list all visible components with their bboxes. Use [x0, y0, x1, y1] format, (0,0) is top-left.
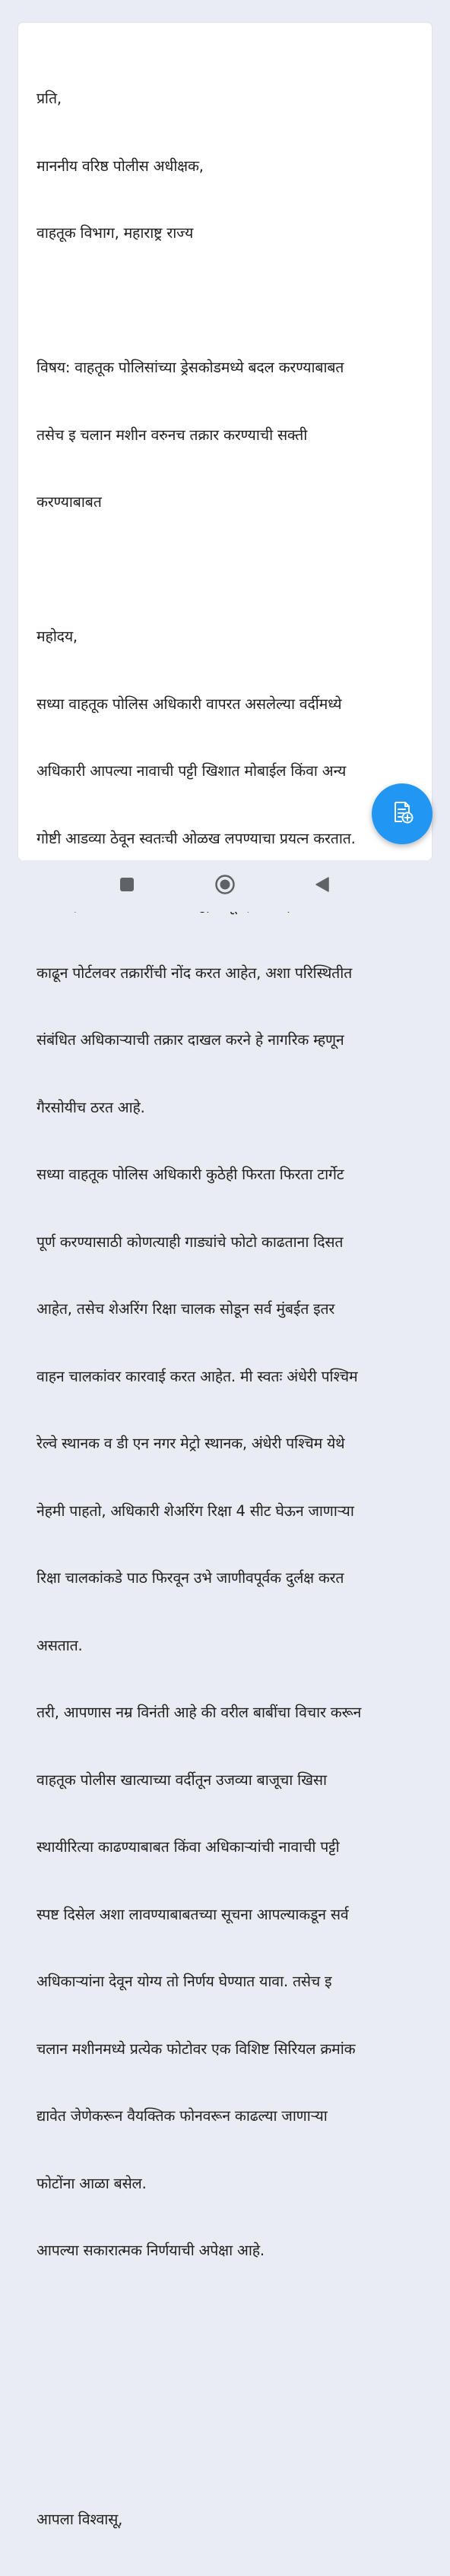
- letter-line: स्पष्ट दिसेल अशा लावण्याबाबतच्या सूचना आपल्याकडून सर्व: [36, 1905, 349, 1923]
- letter-line: वाहतूक पोलीस खात्याच्या वर्दीतून उजव्या बाजूचा खिसा: [36, 1771, 327, 1789]
- home-button[interactable]: [213, 874, 237, 898]
- letter-text[interactable]: [36, 43, 424, 2576]
- letter-line: आहेत, तसेच शेअरिंग रिक्षा चालक सोडून सर्व मुंबईत इतर: [36, 1300, 335, 1318]
- letter-line: स्थायीरित्या काढण्याबाबत किंवा अधिकाऱ्यांची नावाची पट्टी: [36, 1838, 340, 1856]
- letter-line: करण्याबाबत: [36, 493, 102, 511]
- letter-line: प्रति,: [36, 90, 62, 107]
- document-card: [18, 23, 432, 2528]
- letter-line: असतात.: [36, 1636, 83, 1654]
- letter-line: वाहन चालकांवर कारवाई करत आहेत. मी स्वतः अंधेरी पश्चिम: [36, 1367, 358, 1385]
- letter-line: सध्या वाहतूक पोलिस अधिकारी कुठेही फिरता फिरता टार्गेट: [36, 1166, 344, 1183]
- letter-line: [36, 2374, 424, 2397]
- letter-line: विषय: वाहतूक पोलिसांच्या ड्रेसकोडमध्ये बदल करण्याबाबत: [36, 359, 344, 376]
- system-navigation-bar: [0, 860, 450, 912]
- letter-line: [36, 2307, 424, 2330]
- letter-line: फोटोंना आळा बसेल.: [36, 2174, 147, 2192]
- letter-line: रिक्षा चालकांकडे पाठ फिरवून उभे जाणीवपूर्वक दुर्लक्ष करत: [36, 1569, 344, 1587]
- letter-line: तसेच इ चलान मशीन वरुनच तक्रार करण्याची सक्ती: [36, 426, 308, 444]
- letter-line: माननीय वरिष्ठ पोलीस अधीक्षक,: [36, 157, 204, 175]
- letter-line: पूर्ण करण्यासाठी कोणत्याही गाड्यांचे फोटो काढताना दिसत: [36, 1233, 344, 1251]
- circle-home-icon: [214, 874, 236, 898]
- letter-line: [36, 290, 424, 312]
- letter-line: गोष्टी आडव्या ठेवून स्वतःची ओळख लपण्याचा प्रयत्न करतात.: [36, 829, 356, 847]
- letter-line: नेहमी पाहतो, अधिकारी शेअरिंग रिक्षा 4 सीट घेऊन जाणाऱ्या: [36, 1502, 354, 1520]
- letter-line: वाहतूक विभाग, महाराष्ट्र राज्य: [36, 224, 194, 242]
- letter-line: आपला विश्वासू,: [36, 2511, 123, 2528]
- letter-line: [36, 2442, 424, 2464]
- document-add-icon: [389, 799, 415, 828]
- triangle-back-icon: [314, 876, 331, 896]
- letter-line: आपल्या सकारात्मक निर्णयाची अपेक्षा आहे.: [36, 2242, 265, 2259]
- letter-line: [36, 559, 424, 581]
- back-button[interactable]: [310, 874, 334, 898]
- letter-line: तरी, आपणास नम्र विनंती आहे की वरील बाबींचा विचार करून: [36, 1704, 362, 1721]
- letter-line: सध्या वाहतूक पोलिस अधिकारी वापरत असलेल्या वर्दीमध्ये: [36, 695, 342, 713]
- letter-line: रेल्वे स्थानक व डी एन नगर मेट्रो स्थानक, अंधेरी पश्चिम येथे: [36, 1435, 345, 1452]
- letter-line: चलान मशीनमध्ये प्रत्येक फोटोवर एक विशिष्ट सिरियल क्रमांक: [36, 2040, 356, 2058]
- letter-line: अधिकारी आपल्या नावाची पट्टी खिशात मोबाईल किंवा अन्य: [36, 762, 347, 780]
- square-recents-icon: [119, 877, 135, 895]
- letter-line: संबंधित अधिकाऱ्याची तक्रार दाखल करने हे नागरिक म्हणून: [36, 1031, 344, 1049]
- add-document-button[interactable]: [372, 783, 433, 844]
- recents-button[interactable]: [115, 874, 139, 898]
- letter-line: गैरसोयीच ठरत आहे.: [36, 1098, 145, 1116]
- letter-line: द्यावेत जेणेकरून वैयक्तिक फोनवरून काढल्या जाणाऱ्या: [36, 2107, 328, 2125]
- letter-line: अधिकाऱ्यांना देवून योग्य तो निर्णय घेण्यात यावा. तसेच इ: [36, 1973, 332, 1990]
- letter-line: काढून पोर्टलवर तक्रारींची नोंद करत आहेत, अशा परिस्थितीत: [36, 964, 352, 982]
- letter-line: महोदय,: [36, 628, 78, 645]
